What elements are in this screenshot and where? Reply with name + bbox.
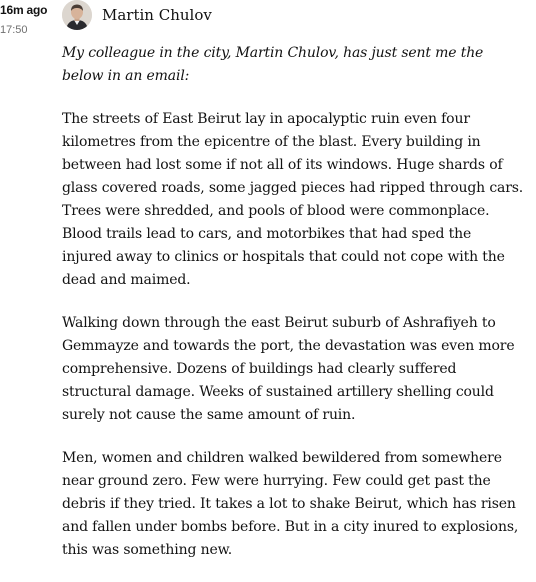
body-paragraph: Men, women and children walked bewildered from somewhere near ground zero. Few were hurrying. Few could get past the debris if they tried. It takes a lot to shake Beirut, which has risen and fallen under bombs before. But in a city inured to explosions, this was something new. [62,450,519,558]
body-paragraph: The streets of East Beirut lay in apocalyptic ruin even four kilometres from the epicentre of the blast. Every building in between had lost some if not all of its windows. Huge shards of glass covered roads, some jagged pieces had ripped through cars. Trees were shredded, and pools of blood were commonplace. Blood trails lead to cars, and motorbikes that had sped the injured away to clinics or hospitals that could not cope with the dead and maimed. [62,111,524,288]
author-avatar [62,0,92,30]
body-paragraph: Walking down through the east Beirut suburb of Ashrafiyeh to Gemmayze and towards the port, the devastation was even more comprehensive. Dozens of buildings had clearly suffered structural damage. Weeks of sustained artillery shelling could surely not cause the same amount of ruin. [62,315,515,423]
intro-paragraph: My colleague in the city, Martin Chulov, has just sent me the below in an email: [62,45,484,84]
time-ago-link[interactable]: 16m ago [0,3,48,17]
blog-entry-body [62,42,524,582]
author-name[interactable]: Martin Chulov [102,6,212,24]
publish-time: 17:50 [0,24,28,36]
